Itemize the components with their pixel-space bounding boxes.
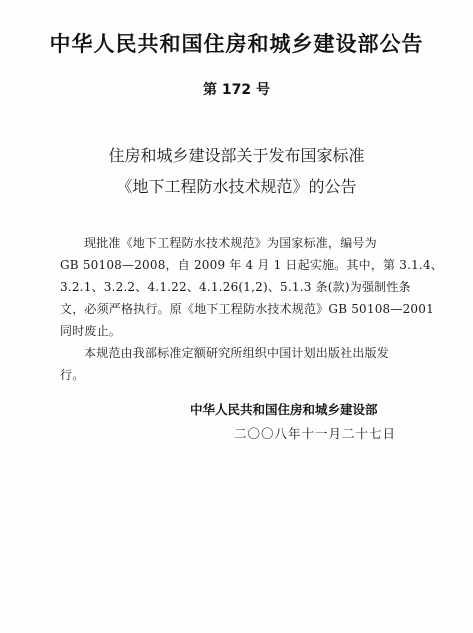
issue-number: 第 172 号 — [203, 82, 270, 98]
notice-title — [0, 140, 473, 202]
body-line: 行。 — [60, 368, 85, 382]
issue-date: 二〇〇八年十一月二十七日 — [234, 426, 397, 441]
issuing-organization: 中华人民共和国住房和城乡建设部 — [190, 402, 378, 417]
body-line: 同时废止。 — [60, 324, 122, 338]
signoff-block — [190, 398, 430, 446]
body-line: 本规范由我部标准定额研究所组织中国计划出版社出版发 — [84, 346, 390, 360]
announcement-header: 中华人民共和国住房和城乡建设部公告 — [49, 32, 424, 56]
body-line: 现批准《地下工程防水技术规范》为国家标准，编号为 — [84, 236, 377, 250]
body-line: 3.2.1、3.2.2、4.1.22、4.1.26(1,2)、5.1.3 条(款)为强制性条 — [60, 280, 411, 294]
body-line: GB 50108—2008，自 2009 年 4 月 1 日起实施。其中，第 3.1.4、 — [60, 258, 443, 272]
notice-title-line: 《地下工程防水技术规范》的公告 — [116, 177, 357, 196]
notice-body — [60, 232, 443, 386]
notice-title-line: 住房和城乡建设部关于发布国家标准 — [108, 146, 365, 165]
body-line: 文，必须严格执行。原《地下工程防水技术规范》GB 50108—2001 — [60, 302, 434, 316]
